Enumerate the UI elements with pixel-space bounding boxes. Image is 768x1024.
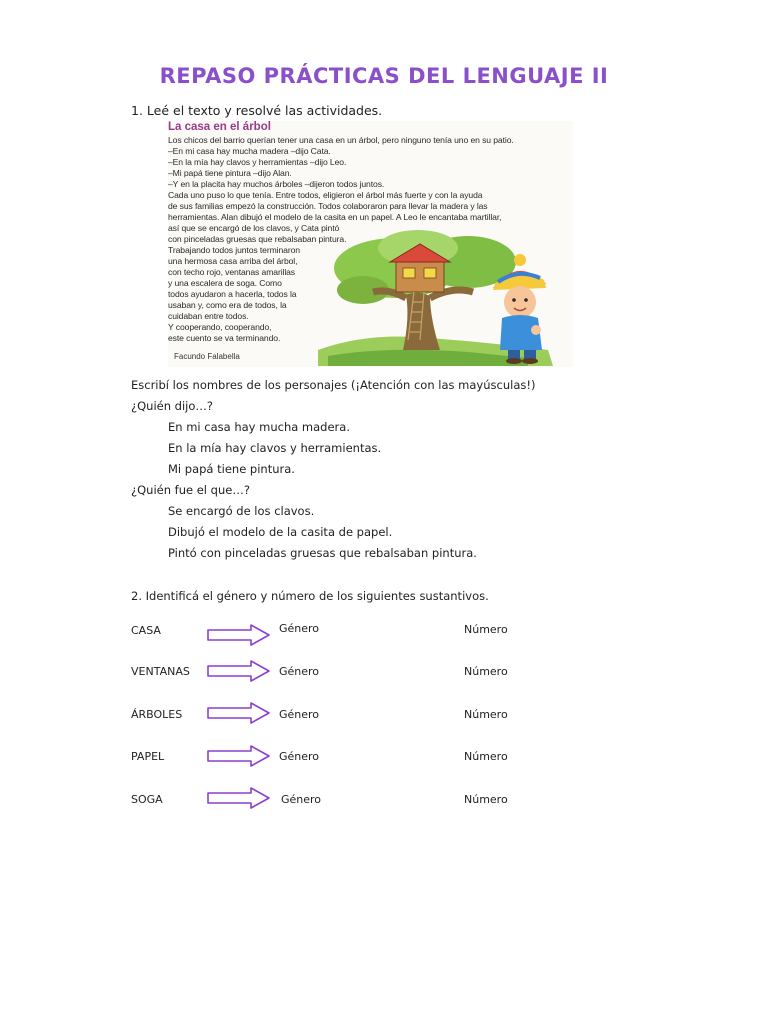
noun-label: VENTANAS — [131, 665, 190, 678]
story-line: todos ayudaron a hacerla, todos la — [168, 289, 297, 299]
story-line: usaban y, como era de todos, la — [168, 300, 287, 310]
story-line: herramientas. Alan dibujó el modelo de la casita en un papel. A Leo le encantaba martillar, — [168, 212, 502, 222]
said-item: En la mía hay clavos y herramientas. — [168, 441, 382, 455]
said-item: En mi casa hay mucha madera. — [168, 420, 350, 434]
story-line: este cuento se va terminando. — [168, 333, 281, 343]
story-line: con techo rojo, ventanas amarillas — [168, 267, 296, 277]
story-line: –En mi casa hay mucha madera –dijo Cata. — [168, 146, 331, 156]
story-title: La casa en el árbol — [168, 121, 271, 133]
genero-label: Género — [279, 622, 320, 635]
question-2-prompt: 2. Identificá el género y número de los siguientes sustantivos. — [131, 589, 489, 603]
numero-label: Número — [464, 665, 508, 678]
noun-label: SOGA — [131, 793, 163, 806]
arrow-right-icon — [207, 745, 271, 767]
genero-label: Género — [279, 708, 320, 721]
story-line: de sus familias empezó la construcción. Todos colaboraron para llevar la madera y las — [168, 201, 488, 211]
noun-label: CASA — [131, 624, 161, 637]
story-line: –En la mía hay clavos y herramientas –dijo Leo. — [168, 157, 347, 167]
story-line: Cada uno puso lo que tenía. Entre todos, eligieron el árbol más fuerte y con la ayuda — [168, 190, 483, 200]
numero-label: Número — [464, 623, 508, 636]
arrow-right-icon — [207, 660, 271, 682]
genero-label: Género — [279, 750, 320, 763]
story-author: Facundo Falabella — [174, 352, 240, 361]
arrow-right-icon — [207, 787, 271, 809]
page-title: REPASO PRÁCTICAS DEL LENGUAJE II — [159, 64, 609, 88]
noun-label: ÁRBOLES — [131, 708, 183, 721]
characters-instruction: Escribí los nombres de los personajes (¡Atención con las mayúsculas!) — [131, 378, 536, 392]
arrow-right-icon — [207, 702, 271, 724]
story-line: con pinceladas gruesas que rebalsaban pintura. — [168, 234, 347, 244]
story-line: –Mi papá tiene pintura –dijo Alan. — [168, 168, 292, 178]
story-line: Y cooperando, cooperando, — [168, 322, 272, 332]
story-line: Trabajando todos juntos terminaron — [168, 245, 300, 255]
question-1-prompt: 1. Leé el texto y resolvé las actividades. — [131, 103, 383, 118]
numero-label: Número — [464, 750, 508, 763]
genero-label: Género — [279, 665, 320, 678]
arrow-right-icon — [207, 624, 271, 646]
who-did-heading: ¿Quién fue el que…? — [131, 483, 250, 497]
numero-label: Número — [464, 708, 508, 721]
story-line: Los chicos del barrio querían tener una casa en un árbol, pero ninguno tenía uno en su patio. — [168, 135, 514, 145]
did-item: Dibujó el modelo de la casita de papel. — [168, 525, 393, 539]
did-item: Se encargó de los clavos. — [168, 504, 315, 518]
said-item: Mi papá tiene pintura. — [168, 462, 295, 476]
noun-label: PAPEL — [131, 750, 165, 763]
genero-label: Género — [281, 793, 322, 806]
story-line: y una escalera de soga. Como — [168, 278, 282, 288]
did-item: Pintó con pinceladas gruesas que rebalsaban pintura. — [168, 546, 477, 560]
numero-label: Número — [464, 793, 508, 806]
story-line: –Y en la placita hay muchos árboles –dijeron todos juntos. — [168, 179, 385, 189]
who-said-heading: ¿Quién dijo…? — [131, 399, 213, 413]
treehouse-illustration — [168, 200, 573, 370]
story-line: una hermosa casa arriba del árbol, — [168, 256, 298, 266]
story-line: cuidaban entre todos. — [168, 311, 249, 321]
story-line: así que se encargó de los clavos, y Cata pintó — [168, 223, 340, 233]
